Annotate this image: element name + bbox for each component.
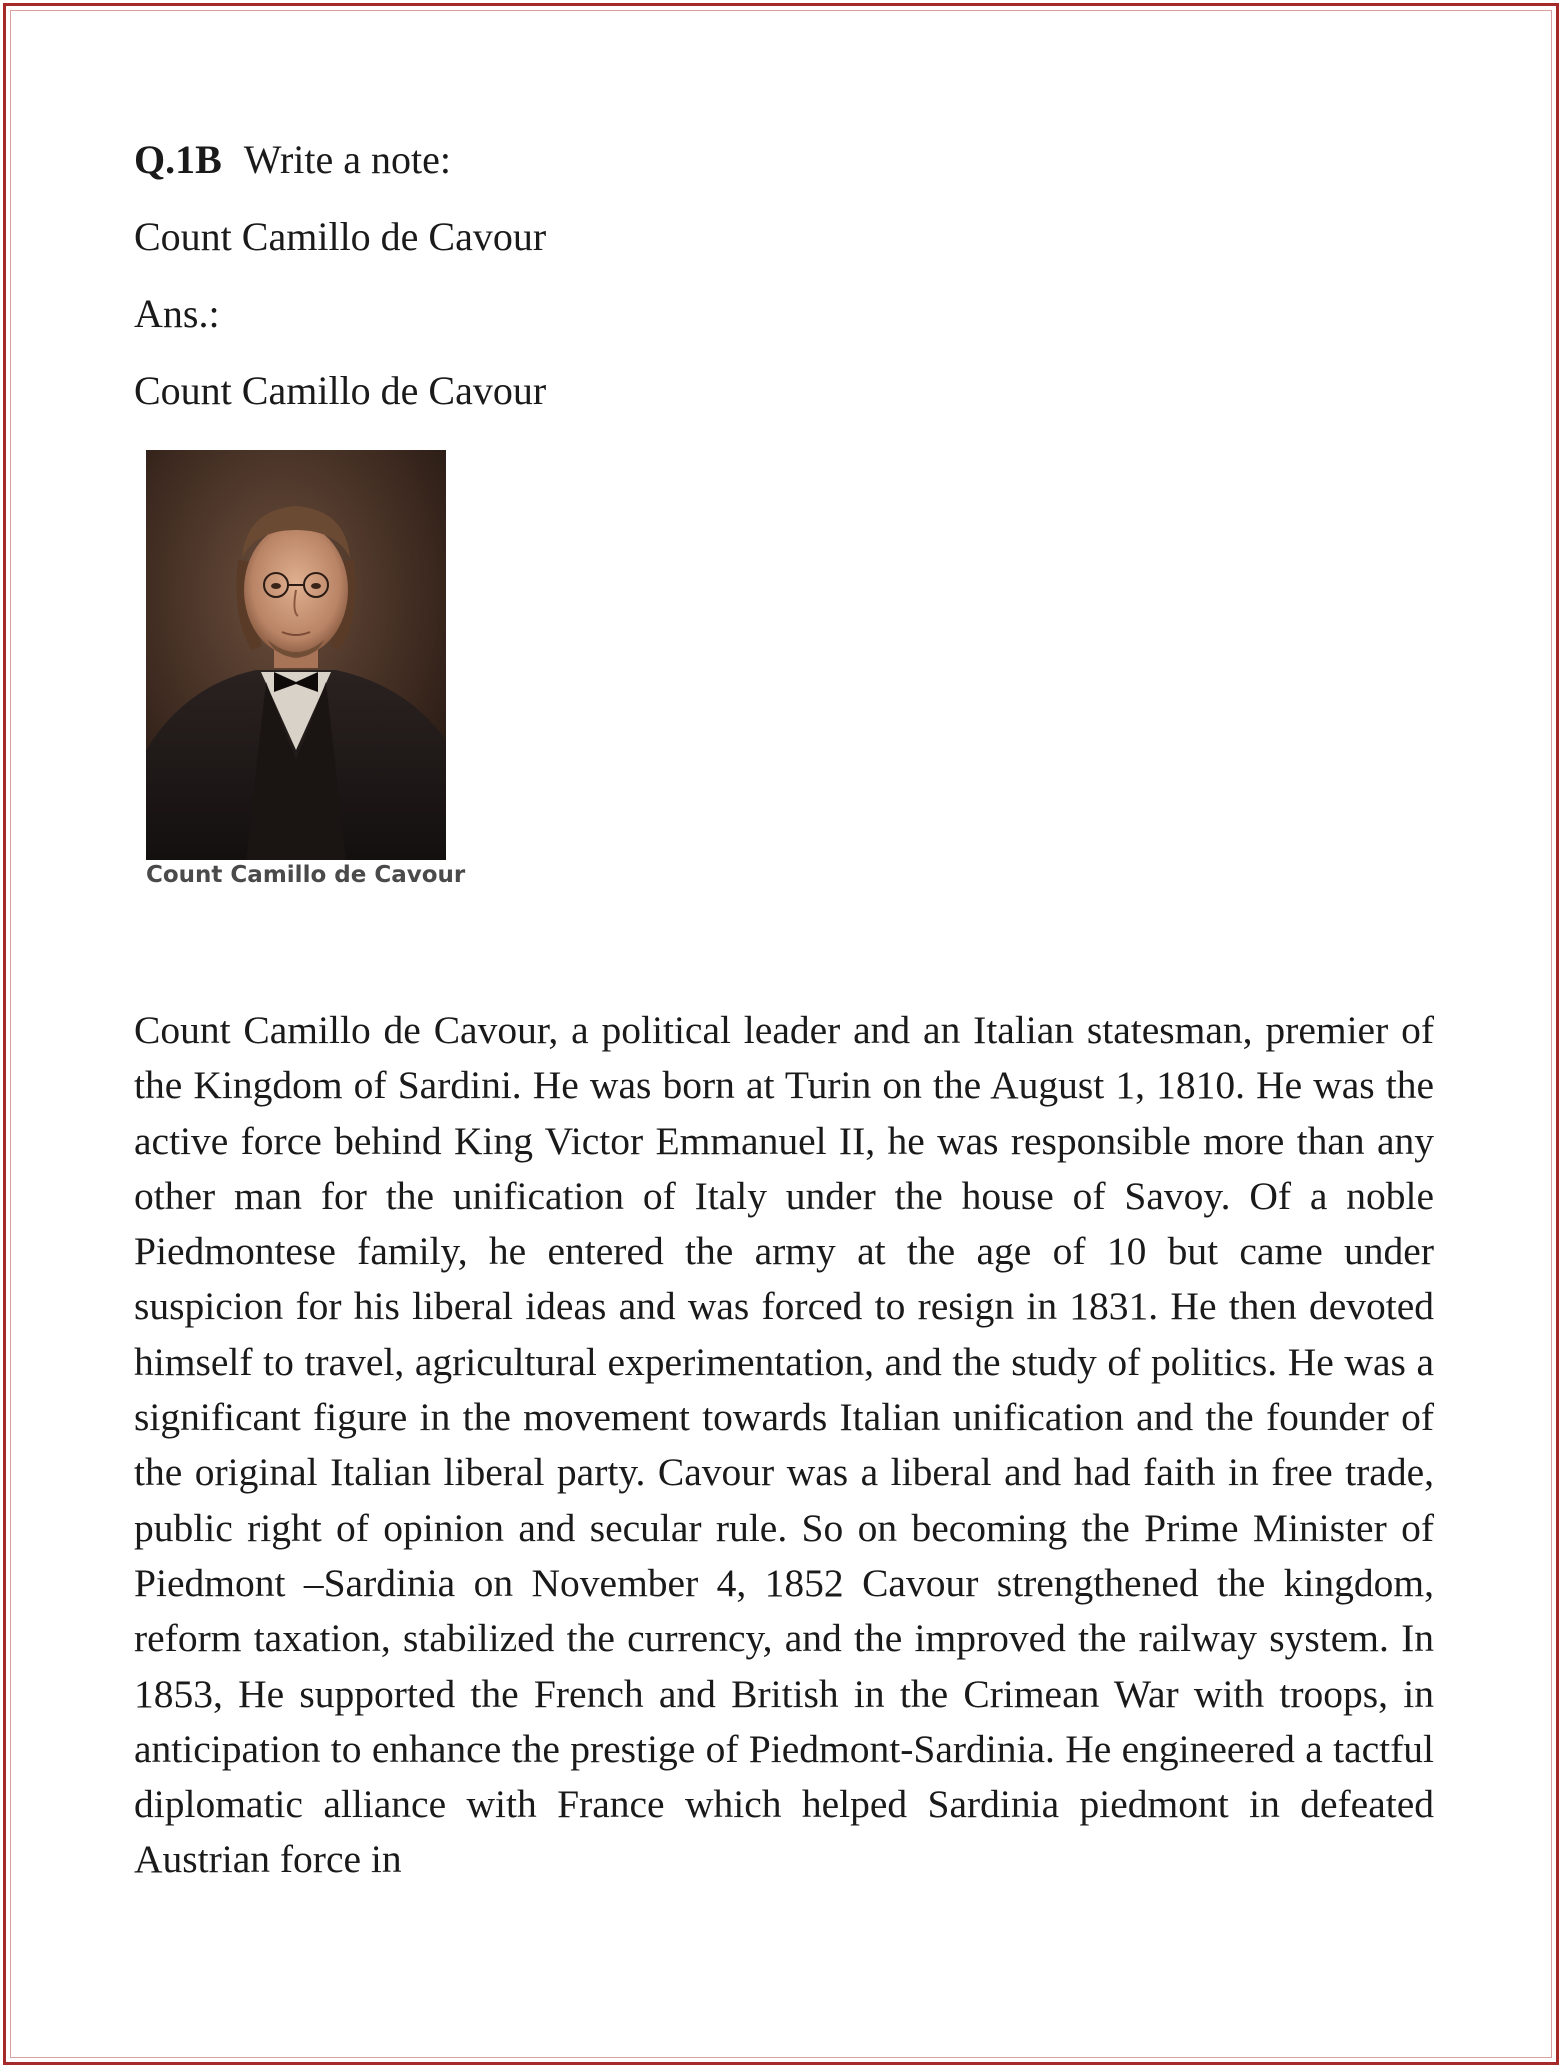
question-topic: Count Camillo de Cavour <box>134 214 547 259</box>
answer-body: Count Camillo de Cavour, a political leader and an Italian statesman, premier of the Kingdom of Sardini. He was born at Turin on the August 1, 1810. He was the active force behind King Victor Emmanuel II, he was responsible more than any other man for the unification of Italy under the house of Savoy. Of a noble Piedmontese family, he entered the army at the age of 10 but came under suspicion for his liberal ideas and was forced to resign in 1831. He then devoted himself to travel, agricultural experimentation, and the study of politics. He was a significant figure in the movement towards Italian unification and the founder of the original Italian liberal party. Cavour was a liberal and had faith in free trade, public right of opinion and secular rule. So on becoming the Prime Minister of Piedmont –Sardinia on November 4, 1852 Cavour strengthened the kingdom, reform taxation, stabilized the currency, and the improved the railway system. In 1853, He supported the French and British in the Crimean War with troops, in anticipation to enhance the prestige of Piedmont-Sardinia. He engineered a tactful diplomatic alliance with France which helped Sardinia piedmont in defeated Austrian force in <box>134 1008 1434 1882</box>
answer-title: Count Camillo de Cavour <box>134 368 547 413</box>
answer-label: Ans.: <box>134 291 220 336</box>
question-line <box>134 136 451 184</box>
question-label: Q.1B <box>134 137 222 182</box>
question-prompt: Write a note: <box>243 137 451 182</box>
portrait-caption: Count Camillo de Cavour <box>146 862 466 888</box>
portrait-image <box>146 450 446 860</box>
